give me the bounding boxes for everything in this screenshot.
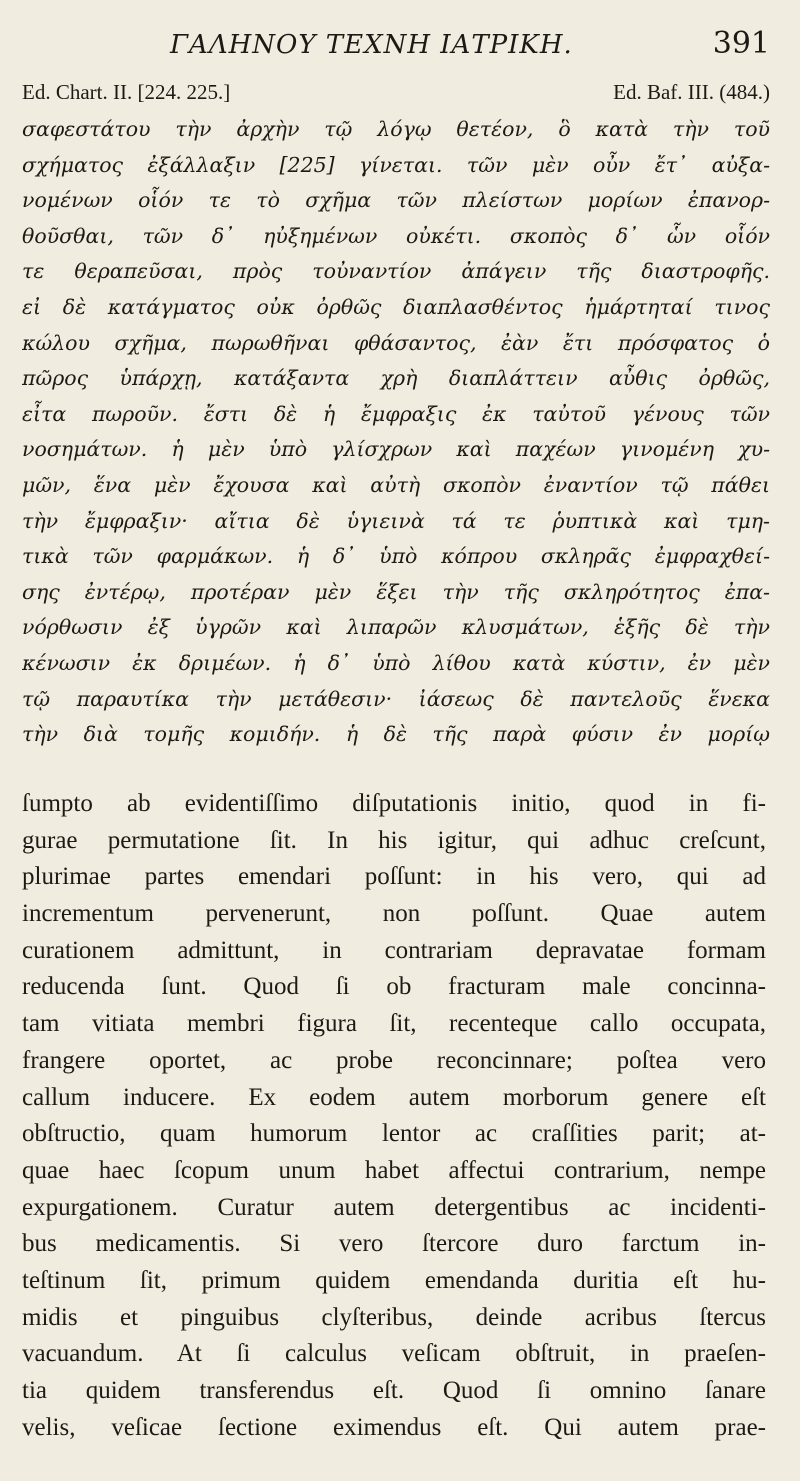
running-title: ΓΑΛΗΝΟΥ ΤΕΧΝΗ ΙΑΤΡΙΚΗ. [170,30,573,60]
greek-line: τὴν ἔμφραξιν· αἴτια δὲ ὑγιεινὰ τά τε ῥυπτικὰ καὶ τμη- [22,508,770,533]
edition-reference-line [22,80,770,110]
latin-line: incrementum pervenerunt, non poſſunt. Quae autem [22,900,766,928]
greek-text-block [22,112,770,753]
latin-line: vacuandum. At ſi calculus veſicam obſtruit, in praeſen- [22,1340,766,1368]
latin-line: obſtructio, quam humorum lentor ac craſſities parit; at- [22,1120,766,1148]
greek-line: σης ἐντέρῳ, προτέραν μὲν ἕξει τὴν τῆς σκληρότητος ἐπα- [22,579,770,604]
greek-line: τε θεραπεῦσαι, πρὸς τοὐναντίον ἀπάγειν τῆς διαστροφῆς. [22,259,770,284]
greek-line: νομένων οἷόν τε τὸ σχῆμα τῶν πλείστων μορίων ἐπανορ- [22,188,770,213]
edition-chart-reference: Ed. Chart. II. [224. 225.] [22,80,231,104]
latin-line: curationem admittunt, in contrariam depravatae formam [22,936,766,964]
edition-basel-reference: Ed. Baf. III. (484.) [613,80,770,104]
page-number: 391 [712,26,770,61]
greek-line: κώλου σχῆμα, πωρωθῆναι φθάσαντος, ἐὰν ἔτι πρόσφατος ὁ [22,330,770,355]
greek-line: νόρθωσιν ἐξ ὑγρῶν καὶ λιπαρῶν κλυσμάτων, ἑξῆς δὲ τὴν [22,615,770,640]
latin-line: bus medicamentis. Si vero ſtercore duro farctum in- [22,1230,766,1258]
greek-line: εἶτα πωροῦν. ἔστι δὲ ἡ ἔμφραξις ἐκ ταὐτοῦ γένους τῶν [22,401,770,426]
running-head [22,26,770,70]
greek-line: τικὰ τῶν φαρμάκων. ἡ δ᾽ ὑπὸ κόπρου σκληρᾶς ἐμφραχθεί- [22,544,770,569]
greek-line: κένωσιν ἐκ δριμέων. ἡ δ᾽ ὑπὸ λίθου κατὰ κύστιν, ἐν μὲν [22,650,770,675]
greek-line: νοσημάτων. ἡ μὲν ὑπὸ γλίσχρων καὶ παχέων γινομένη χυ- [22,437,770,462]
greek-line: εἰ δὲ κατάγματος οὐκ ὀρθῶς διαπλασθέντος ἡμάρτηταί τινος [22,294,770,319]
latin-line: tam vitiata membri figura ſit, recenteque callo occupata, [22,1010,766,1038]
greek-line: τὴν διὰ τομῆς κομιδήν. ἡ δὲ τῆς παρὰ φύσιν ἐν μορίῳ [22,722,770,747]
latin-line: expurgationem. Curatur autem detergentibus ac incidenti- [22,1193,766,1221]
latin-line: plurimae partes emendari poſſunt: in his vero, qui ad [22,863,766,891]
greek-line: σαφεστάτου τὴν ἀρχὴν τῷ λόγῳ θετέον, ὃ κατὰ τὴν τοῦ [22,117,770,141]
latin-line: callum inducere. Ex eodem autem morborum genere eſt [22,1083,766,1111]
latin-line: gurae permutatione ſit. In his igitur, qui adhuc creſcunt, [22,826,766,854]
latin-line: teſtinum ſit, primum quidem emendanda duritia eſt hu- [22,1266,766,1294]
latin-text-block [22,786,766,1446]
latin-line: ſumpto ab evidentiſſimo diſputationis initio, quod in fi- [22,790,766,817]
latin-line: quae haec ſcopum unum habet affectui contrarium, nempe [22,1156,766,1184]
latin-line: midis et pinguibus clyſteribus, deinde acribus ſtercus [22,1303,766,1331]
latin-line: velis, veſicae ſectione eximendus eſt. Qui autem prae- [22,1413,766,1441]
latin-line: reducenda ſunt. Quod ſi ob fracturam male concinna- [22,973,766,1001]
latin-line: tia quidem transferendus eſt. Quod ſi omnino ſanare [22,1377,766,1404]
greek-line: τῷ παραυτίκα τὴν μετάθεσιν· ἰάσεως δὲ παντελοῦς ἕνεκα [22,686,770,711]
greek-line: θοῦσθαι, τῶν δ᾽ ηὐξημένων οὐκέτι. σκοπὸς δ᾽ ὧν οἷόν [22,223,770,248]
latin-line: frangere oportet, ac probe reconcinnare; poſtea vero [22,1046,766,1074]
greek-line: σχήματος ἐξάλλαξιν [225] γίνεται. τῶν μὲν οὖν ἔτ᾽ αὐξα- [22,152,770,177]
greek-line: μῶν, ἕνα μὲν ἔχουσα καὶ αὐτὴ σκοπὸν ἐναντίον τῷ πάθει [22,472,770,497]
greek-line: πῶρος ὑπάρχῃ, κατάξαντα χρὴ διαπλάττειν αὖθις ὀρθῶς, [22,366,770,391]
